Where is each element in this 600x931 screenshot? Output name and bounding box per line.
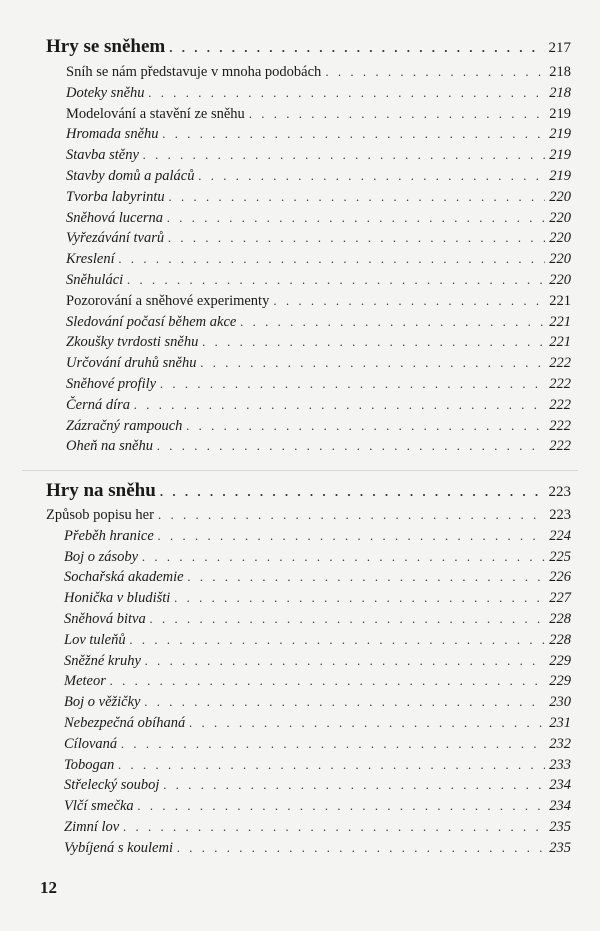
toc-page-number: 220 [549, 189, 571, 205]
toc-page-number: 229 [549, 653, 571, 669]
toc-entry [66, 126, 571, 143]
toc-title: Zimní lov [64, 819, 120, 835]
toc-entry [64, 653, 571, 670]
toc-page-number: 228 [549, 611, 571, 627]
dot-leader [168, 230, 545, 246]
toc-title: Vyřezávání tvarů [66, 230, 165, 246]
toc-title: Sněhuláci [66, 272, 124, 288]
toc-page-number: 222 [549, 397, 571, 413]
toc-entry [66, 168, 571, 185]
dot-leader [145, 653, 545, 669]
toc-page-number: 221 [549, 314, 571, 330]
dot-leader [143, 147, 545, 163]
toc-page-number: 220 [549, 272, 571, 288]
dot-leader [160, 484, 545, 500]
toc-entry [64, 673, 571, 690]
dot-leader [188, 569, 546, 585]
dot-leader [201, 355, 546, 371]
toc-title: Doteky sněhu [66, 85, 145, 101]
dot-leader [249, 106, 545, 122]
dot-leader [240, 314, 545, 330]
dot-leader [138, 798, 546, 814]
dot-leader [150, 611, 546, 627]
toc-page-number: 219 [549, 126, 571, 142]
toc-page-number: 231 [549, 715, 571, 731]
toc-subheading [66, 64, 571, 81]
toc-entry [64, 798, 571, 815]
toc-title: Zkoušky tvrdosti sněhu [66, 334, 199, 350]
toc-title: Oheň na sněhu [66, 438, 153, 454]
section-heading [46, 480, 571, 502]
dot-leader [123, 819, 545, 835]
toc-subheading [46, 507, 571, 524]
toc-title: Hry na sněhu [46, 480, 156, 501]
toc-title: Boj o věžičky [64, 694, 141, 710]
toc-page-number: 224 [549, 528, 571, 544]
dot-leader [158, 507, 545, 523]
dot-leader [325, 64, 545, 80]
toc-title: Střelecký souboj [64, 777, 160, 793]
dot-leader [118, 757, 545, 773]
dot-leader [142, 549, 545, 565]
section-heading [46, 36, 571, 58]
dot-leader [189, 715, 545, 731]
dot-leader [127, 272, 545, 288]
toc-title: Honička v bludišti [64, 590, 171, 606]
toc-page-number: 229 [549, 673, 571, 689]
toc-page-number: 234 [549, 777, 571, 793]
dot-leader [167, 210, 545, 226]
toc-entry [64, 757, 571, 774]
dot-leader [177, 840, 545, 856]
toc-title: Boj o zásoby [64, 549, 139, 565]
toc-entry [64, 569, 571, 586]
toc-title: Sněhové profily [66, 376, 157, 392]
dot-leader [273, 293, 545, 309]
toc-page-number: 222 [549, 376, 571, 392]
toc-entry [64, 736, 571, 753]
toc-entry [64, 632, 571, 649]
toc-title: Stavba stěny [66, 147, 139, 163]
toc-title: Nebezpečná obíhaná [64, 715, 186, 731]
toc-page-number: 219 [549, 106, 571, 122]
toc-entry [64, 777, 571, 794]
toc-page-number: 220 [549, 210, 571, 226]
toc-page-number: 223 [548, 484, 571, 500]
toc-entry [66, 230, 571, 247]
toc-entry [64, 590, 571, 607]
toc-page-number: 235 [549, 840, 571, 856]
dot-leader [169, 189, 546, 205]
dot-leader [163, 777, 545, 793]
toc-page-number: 218 [549, 64, 571, 80]
dot-leader [157, 438, 545, 454]
toc-title: Přeběh hranice [64, 528, 154, 544]
toc-entry [64, 528, 571, 545]
dot-leader [202, 334, 545, 350]
toc-title: Tobogan [64, 757, 115, 773]
toc-title: Sledování počasí během akce [66, 314, 237, 330]
toc-entry [64, 819, 571, 836]
toc-page-number: 217 [548, 40, 571, 56]
toc-page-number: 226 [549, 569, 571, 585]
toc-page-number: 222 [549, 355, 571, 371]
page-number: 12 [40, 878, 57, 897]
toc-title: Tvorba labyrintu [66, 189, 165, 205]
toc-page-number: 234 [549, 798, 571, 814]
toc-title: Kreslení [66, 251, 115, 267]
dot-leader [169, 40, 544, 56]
toc-entry [66, 418, 571, 435]
toc-title: Sněhová lucerna [66, 210, 164, 226]
toc-title: Hry se sněhem [46, 36, 166, 57]
toc-entry [66, 189, 571, 206]
dot-leader [174, 590, 545, 606]
toc-page-number: 221 [549, 293, 571, 309]
toc-title: Modelování a stavění ze sněhu [66, 106, 245, 122]
toc-title: Hromada sněhu [66, 126, 159, 142]
dot-leader [145, 694, 546, 710]
dot-leader [110, 673, 545, 689]
toc-entry [66, 376, 571, 393]
toc-page-number: 232 [549, 736, 571, 752]
toc-page-number: 222 [549, 438, 571, 454]
dot-leader [160, 376, 545, 392]
toc-page-number: 227 [549, 590, 571, 606]
toc-entry [64, 611, 571, 628]
toc-page-number: 221 [549, 334, 571, 350]
toc-title: Způsob popisu her [46, 507, 154, 523]
dot-leader [186, 418, 545, 434]
toc-entry [66, 251, 571, 268]
toc-title: Meteor [64, 673, 106, 689]
toc-page-number: 228 [549, 632, 571, 648]
toc-page-number: 219 [549, 147, 571, 163]
toc-title: Vlčí smečka [64, 798, 134, 814]
toc-title: Černá díra [66, 397, 131, 413]
toc-entry [66, 85, 571, 102]
toc-title: Sochařská akademie [64, 569, 184, 585]
dot-leader [163, 126, 546, 142]
toc-title: Sněžné kruhy [64, 653, 141, 669]
toc-entry [64, 549, 571, 566]
toc-page-number: 220 [549, 251, 571, 267]
toc-entry [66, 147, 571, 164]
toc-title: Vybíjená s koulemi [64, 840, 173, 856]
toc-page-number: 223 [549, 507, 571, 523]
toc-title: Pozorování a sněhové experimenty [66, 293, 270, 309]
toc-page-number: 225 [549, 549, 571, 565]
dot-leader [121, 736, 545, 752]
toc-page-number: 222 [549, 418, 571, 434]
toc-entry [64, 840, 571, 857]
toc-entry [66, 210, 571, 227]
toc-page-number: 220 [549, 230, 571, 246]
dot-leader [158, 528, 545, 544]
toc-entry [64, 715, 571, 732]
toc-page-number: 230 [549, 694, 571, 710]
toc-entry [66, 314, 571, 331]
toc-subheading [66, 293, 571, 310]
toc-title: Lov tuleňů [64, 632, 126, 648]
toc-page-number: 235 [549, 819, 571, 835]
toc-title: Sníh se nám představuje v mnoha podobách [66, 64, 322, 80]
toc-entry [66, 397, 571, 414]
dot-leader [119, 251, 546, 267]
toc-title: Cílovaná [64, 736, 118, 752]
toc-entry [66, 334, 571, 351]
toc-title: Určování druhů sněhu [66, 355, 197, 371]
section-divider [22, 470, 578, 471]
dot-leader [130, 632, 546, 648]
dot-leader [134, 397, 545, 413]
toc-title: Stavby domů a paláců [66, 168, 195, 184]
toc-entry [66, 355, 571, 372]
dot-leader [198, 168, 545, 184]
toc-page-number: 218 [549, 85, 571, 101]
toc-entry [66, 272, 571, 289]
toc-entry [66, 438, 571, 455]
toc-title: Zázračný rampouch [66, 418, 183, 434]
dot-leader [149, 85, 546, 101]
toc-page-number: 233 [549, 757, 571, 773]
toc-entry [64, 694, 571, 711]
toc-subheading [66, 106, 571, 123]
toc-page-number: 219 [549, 168, 571, 184]
toc-title: Sněhová bitva [64, 611, 146, 627]
